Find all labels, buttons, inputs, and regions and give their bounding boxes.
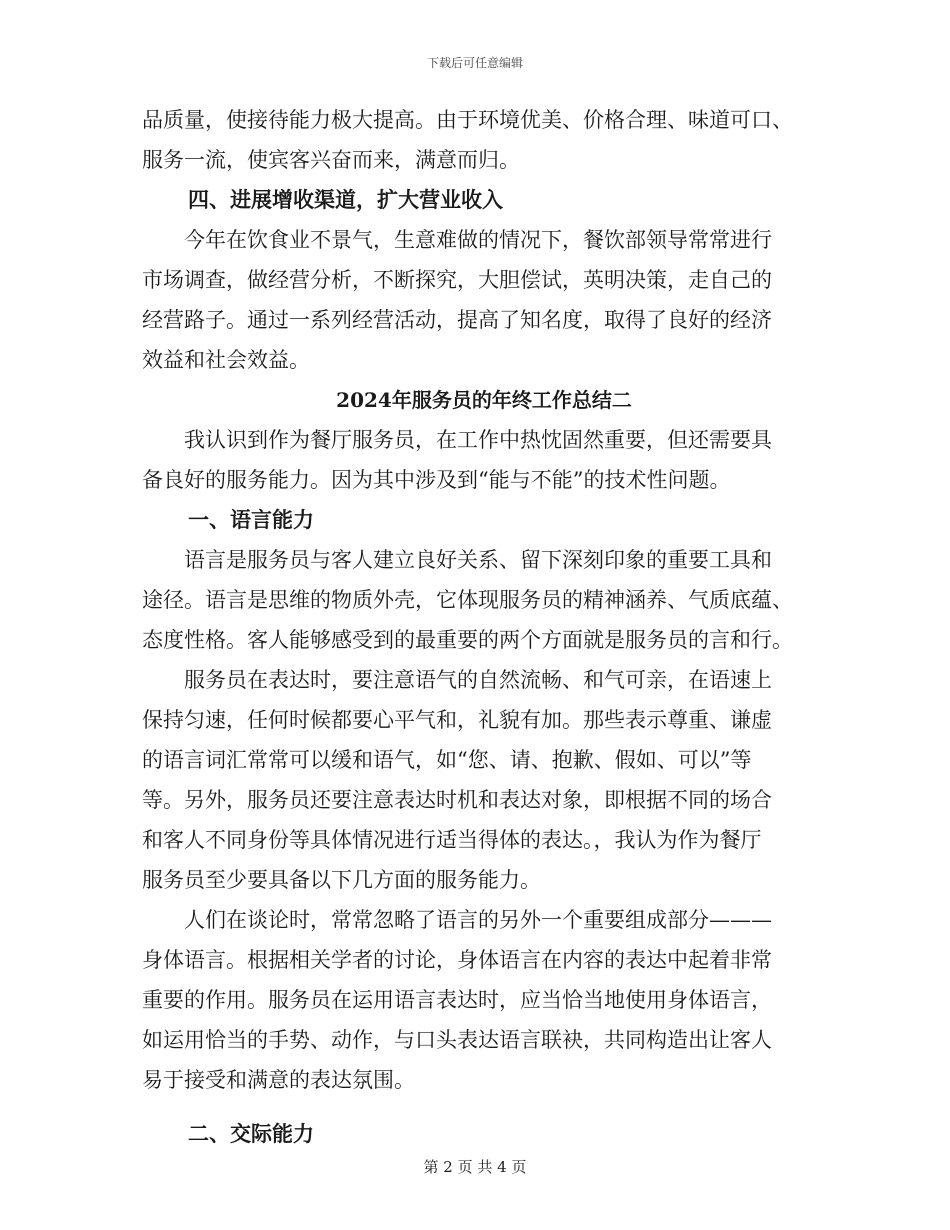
- paragraph-line: 的语言词汇常常可以缓和语气，如“您、请、抱歉、假如、可以”等: [142, 748, 752, 772]
- section-heading: 一、语言能力: [188, 507, 314, 532]
- page-header: 下载后可任意编辑: [426, 56, 523, 70]
- paragraph-line: 等。另外，服务员还要注意表达时机和表达对象，即根据不同的场合: [142, 788, 772, 812]
- paragraph-line: 经营路子。通过一系列经营活动，提高了知名度，取得了良好的经济: [142, 308, 772, 332]
- paragraph-line: 人们在谈论时，常常忽略了语言的另外一个重要组成部分———: [184, 908, 772, 932]
- page-footer: 第 2 页 共 4 页: [423, 1158, 527, 1176]
- paragraph-line: 市场调查，做经营分析，不断探究，大胆偿试，英明决策，走自己的: [142, 268, 772, 292]
- paragraph-line: 今年在饮食业不景气，生意难做的情况下，餐饮部领导常常进行: [184, 228, 772, 252]
- paragraph-line: 途径。语言是思维的物质外壳，它体现服务员的精神涵养、气质底蕴、: [142, 588, 793, 612]
- section-heading: 四、进展增收渠道，扩大营业收入: [188, 187, 503, 212]
- paragraph-line: 易于接受和满意的表达氛围。: [142, 1068, 415, 1092]
- document-body: [142, 100, 806, 1154]
- paragraph-line: 和客人不同身份等具体情况进行适当得体的表达。，我认为作为餐厅: [142, 828, 762, 852]
- paragraph-line: 服务员至少要具备以下几方面的服务能力。: [142, 868, 541, 892]
- spacer: [142, 1100, 806, 1114]
- paragraph-line: 重要的作用。服务员在运用语言表达时，应当恰当地使用身体语言，: [142, 988, 772, 1012]
- paragraph-line: 我认识到作为餐厅服务员，在工作中热忱固然重要，但还需要具: [184, 428, 772, 452]
- paragraph-line: 服务一流，使宾客兴奋而来，满意而归。: [142, 148, 520, 172]
- paragraph-line: 语言是服务员与客人建立良好关系、留下深刻印象的重要工具和: [184, 548, 772, 572]
- section-heading: 二、交际能力: [188, 1121, 314, 1146]
- paragraph-line: 如运用恰当的手势、动作，与口头表达语言联袂，共同构造出让客人: [142, 1028, 772, 1052]
- paragraph-line: 品质量，使接待能力极大提高。由于环境优美、价格合理、味道可口、: [142, 108, 793, 132]
- paragraph-line: 服务员在表达时，要注意语气的自然流畅、和气可亲，在语速上: [184, 668, 772, 692]
- paragraph-line: 效益和社会效益。: [142, 348, 310, 372]
- paragraph-line: 备良好的服务能力。因为其中涉及到“能与不能”的技术性问题。: [142, 468, 731, 492]
- paragraph-line: 态度性格。客人能够感受到的最重要的两个方面就是服务员的言和行。: [142, 628, 793, 652]
- paragraph-line: 保持匀速，任何时候都要心平气和，礼貌有加。那些表示尊重、谦虚: [142, 708, 772, 732]
- paragraph-line: 身体语言。根据相关学者的讨论，身体语言在内容的表达中起着非常: [142, 948, 772, 972]
- document-title: 2024年服务员的年终工作总结二: [336, 388, 632, 412]
